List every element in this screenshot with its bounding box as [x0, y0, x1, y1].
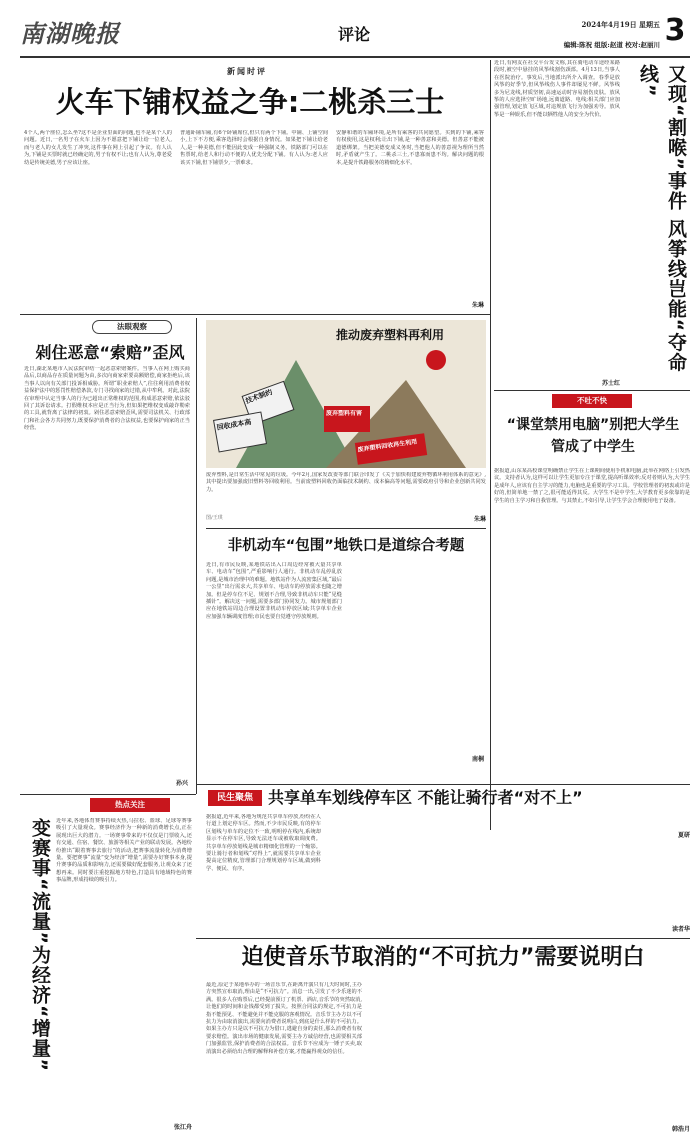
right-top-headline: 又现“割喉”事件 风筝线岂能“夺命线” [637, 64, 687, 373]
law-headline: 剁住恶意“索赔”歪风 [35, 343, 185, 362]
right-top-byline: 苏士红 [601, 380, 620, 387]
hot-body: 近年来,各地体育赛事持续火热,马拉松、篮球、足球等赛事吸引了大量观众。赛事经济作为一种新的消费增长点,正在展现出巨大的潜力。一场赛事带来的不仅仅是门票收入,还有交通、住宿、餐饮、旅游等相关产业的联动发展。各地纷纷推出“跟着赛事去旅行”的活动,把赛事流量转化为消费增量。要把赛事“流量”变为经济“增量”,需要办好赛事本身,提升赛事的品质和影响力,还需要做好配套服务,让观众来了还想再来。同时要注重挖掘地方特色,打造具有地域特色的赛事品牌,形成持续的吸引力。 [56, 818, 192, 884]
bike-body: 据报道,近年来,各地为规范共享单车停放,纷纷在人行道上划定停车区。然而,不少市民反映,有的停车区划线与单车的定位不一致,明明停在线内,系统却显示不在停车区,导致无法还车或被收取调度费。共享单车停放划线是城市精细化管理的一个缩影。要让骑行者和划线“对得上”,就需要共享单车企业提高定位精度,管理部门合理规划停车区域,做到科学、便民、有序。 [206, 814, 321, 872]
waste-tag-cost: 回收成本高 [216, 417, 252, 432]
college-body: 据报道,山东某高校课堂明确禁止学生在上课期间使用手机和电脑,此举在网络上引发热议。支持者认为,这样可以让学生更加专注于课堂,提高听课效率;反对者则认为,大学生是成年人,应该有自主学习的能力,电脑也是重要的学习工具。学校管理者的初衷或许是好的,但简单地一禁了之,很可能适得其反。大学生不是中学生,大学教育更多依靠的是学生的自主学习和自我管理。与其禁止,不如引导,让学生学会合理使用电子设备。 [494, 468, 690, 504]
right-top-body: 近日,有网友在社交平台发文称,其在骑电动车途经某路段时,被空中悬挂的风筝线割伤颈部。4月13日,当事人在医院治疗。事发后,当地派出所介入调查。春季是放风筝的好季节,但风筝线伤人事件却屡见不鲜。风筝线多为尼龙线,材质坚韧,高速运动时容易割伤皮肤。放风筝的人应选择空旷场地,远离道路、电线;相关部门应加强管理,划定放飞区域,对违规放飞行为加强劝导。放风筝是一种娱乐,但不能以牺牲他人的安全为代价。 [494, 60, 620, 118]
law-kicker-text: 法眼观察 [117, 322, 147, 331]
lead-headline: 火车下铺权益之争:二桃杀三士 [55, 85, 445, 119]
law-byline: 孙兴 [175, 780, 188, 787]
right-mid-rule [494, 390, 690, 391]
bike-kicker [208, 790, 262, 806]
college-headline: “课堂禁用电脑”别把大学生管成了中学生 [506, 417, 680, 455]
lead-kicker [208, 66, 286, 80]
bottom-headline: 迫使音乐节取消的“不可抗力”需要说明白 [241, 945, 645, 970]
bike-rule-top [196, 784, 690, 785]
masthead-rule [20, 56, 690, 58]
lead-byline: 朱琳 [471, 302, 484, 309]
bottom-byline: 韩浩月 [671, 1126, 690, 1133]
ebike-body: 近日,有市民反映,某地铁站出入口周边经常被大量共享单车、电动车“包围”,严重影响行人通行。非机动车乱停乱放问题,是城市治理中的难题。地铁站作为人流密集区域,“最后一公里”出行需求大,共享单车、电动车的停放需求也随之增加。但是停车位不足、规划不合理,导致非机动车只能“见缝插针”。解决这一问题,需要多部门协同发力。城市规划部门应在地铁站周边合理设置非机动车停放区域;共享单车企业应加强车辆调度管理;市民也要自觉遵守停放规则。 [206, 562, 342, 620]
hot-kicker-text: 热点关注 [115, 800, 145, 809]
lead-kicker-text: 新闻时评 [227, 66, 267, 76]
right-divider [490, 60, 491, 830]
lead-rule [20, 314, 490, 315]
waste-label-bottom: 废弃塑料回收再生利用 [357, 438, 418, 454]
lead-col-3: 安静和谐的车厢环境,是所有乘客的共同愿望。买到的下铺,乘客有权使用,这是权利;让出下铺,是一种善意和美德。但善意不能被道德绑架。当把美德变成义务时,当把他人的善意视为理所当然时,矛盾就产生了。二桃杀三士,不患寡而患不均。解决问题的根本,是提升铁路服务的精细化水平。 [336, 130, 484, 166]
college-kicker [552, 394, 632, 408]
lead-col-1: 4个人,两个座位,怎么坐?这不是企业里面的问题,也不是某个人的问题。近日,一名男子在火车上因为不愿意把下铺让给一位老人,而与老人的女儿发生了冲突,这件事在网上引起了争议。有人认为,下铺是买票时就已经确定的,男子有权不让;也有人认为,尊老爱幼是传统美德,男子应该让座。 [24, 130, 172, 166]
law-kicker [92, 320, 172, 334]
editors-line: 编辑:陈祝 组版:赵道 校对:赵丽川 [563, 41, 660, 49]
law-body: 近日,湖北某地市人民法院审结一起恶意索赔案件。当事人在网上购买商品后,以商品存在质量问题为由,多次向商家索要高额赔偿,商家拒绝后,该当事人以向有关部门投诉相威胁。所谓“职业索赔人”,往往利用消费者权益保护法中的惩罚性赔偿条款,专门寻找商家的过错,从中牟利。对此,法院在审理中认定当事人的行为已超出正常维权的范围,构成恶意索赔,依法驳回了其诉讼请求。打假维权本应是正当行为,但如果把维权变成敲诈勒索的工具,就背离了法律的初衷。剁住恶意索赔歪风,需要司法机关、行政部门和社会各方共同努力,既要保护消费者的合法权益,也要保护商家的正当经营。 [24, 366, 190, 432]
newspaper-name: 南湖晚报 [20, 19, 120, 48]
bike-kicker-text: 民生聚焦 [216, 793, 253, 803]
college-byline: 夏研 [677, 832, 690, 839]
waste-caption-byline: 朱琳 [473, 516, 486, 523]
page-number: 3 [664, 14, 686, 48]
hot-kicker [90, 798, 170, 812]
bike-headline: 共享单车划线停车区 不能让骑行者“对不上” [268, 788, 583, 807]
college-kicker-text: 不吐不快 [577, 396, 607, 405]
waste-tag-tech: 技术制约 [244, 388, 274, 406]
waste-illustration [206, 320, 486, 468]
waste-label-top: 推动废弃塑料再利用 [336, 328, 445, 342]
ebike-byline: 南桐 [471, 756, 484, 763]
lead-col-2: 普通卧铺车厢,有6个卧铺席位,但只有两个下铺。中铺、上铺空间小,上下不方便,乘客选择时会根据自身情况。如果把下铺让给老人,是一种美德,但不能因此变成一种强制义务。铁路部门可以在售票时,给老人和行动不便的人优先分配下铺。有人认为:老人应该买下铺,但下铺票少,一票难求。 [180, 130, 328, 166]
ebike-headline: 非机动车“包围”地铁口是道综合考题 [227, 538, 465, 554]
bike-byline: 读者华 [671, 926, 690, 933]
section-title: 评论 [337, 25, 370, 44]
ebike-rule-top [206, 528, 486, 529]
waste-tag-harm: 废弃塑料有害 [326, 410, 363, 417]
date-line: 2024年4月19日 星期五 [581, 20, 660, 29]
bottom-rule-top [196, 938, 690, 939]
hot-byline: 张江舟 [173, 1124, 192, 1131]
bottom-body: 最近,原定于某地举办的一场音乐节,在距离开演只有几天时间时,主办方突然宣布取消,理由是“不可抗力”。消息一出,引发了不少乐迷的不满。很多人在购票后,已经提前预订了机票、酒店,音乐节的突然取消,让他们的时间和金钱都受到了损失。按照合同法的规定,不可抗力是指不能预见、不能避免并不能克服的客观情况。音乐节主办方以不可抗力为由取消演出,需要向消费者说明白,到底是什么样的不可抗力。如果主办方只是以不可抗力为借口,逃避自身的责任,那么消费者有权要求赔偿。演出市场的健康发展,需要主办方诚信经营,也需要相关部门加强监管,保护消费者的合法权益。音乐节不应成为一锤子买卖,取消演出必须给出合理的解释和补偿方案,才能赢得观众的信任。 [206, 982, 362, 1055]
hot-headline: 变赛事“流量”为经济“增量” [29, 818, 51, 1072]
law-rule [20, 794, 196, 795]
masthead-logo [20, 14, 170, 54]
waste-caption: 废弃塑料,是日常生活中常见的垃圾。今年2月,国家发改委等部门联合印发了《关于加快构建废弃物循环利用体系的意见》,其中提出要加强废旧塑料等回收利用。当前废塑料回收仍面临技术制约、成本偏高等问题,需要政府引导和企业创新共同发力。 [206, 472, 486, 493]
law-divider [196, 318, 197, 794]
waste-image-credit: 图/王琪 [206, 515, 223, 521]
